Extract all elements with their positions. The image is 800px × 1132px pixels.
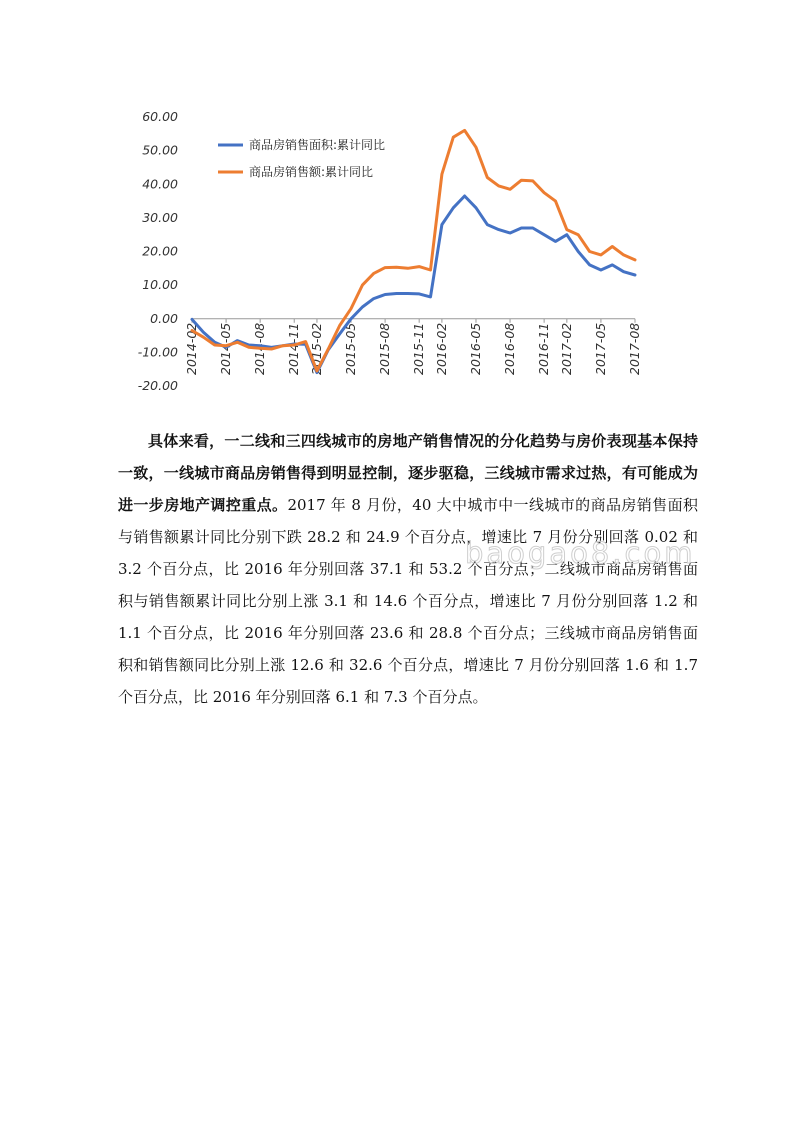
y-tick-label: 40.00 xyxy=(142,176,178,192)
x-tick-label: 2017-02 xyxy=(558,322,574,375)
x-tick-label: 2016-02 xyxy=(433,322,449,375)
x-tick-label: 2014-02 xyxy=(184,322,199,375)
y-tick-label: 30.00 xyxy=(142,209,178,225)
y-tick-label: 20.00 xyxy=(142,243,178,259)
x-tick-label: 2017-08 xyxy=(627,322,642,375)
legend xyxy=(218,137,385,179)
x-tick-label: 2015-08 xyxy=(377,322,393,375)
bold-lead-text: 具体来看，一二线和三四线城市的房地产销售情况的分化趋势与房价表现基本保持一致，一线城市商品房销售得到明显控制，逐步驱稳，三线城市需求过热，有可能成为进一步房地产调控重点。 xyxy=(118,432,698,514)
y-tick-label: 10.00 xyxy=(142,277,178,293)
legend-label-sales: 商品房销售额:累计同比 xyxy=(249,165,374,179)
x-tick-label: 2016-11 xyxy=(536,322,552,375)
y-axis xyxy=(138,109,178,393)
x-tick-label: 2015-02 xyxy=(308,322,324,375)
y-tick-label: 50.00 xyxy=(142,142,178,158)
x-tick-label: 2014-11 xyxy=(286,322,302,375)
legend-label-area: 商品房销售面积:累计同比 xyxy=(249,138,386,152)
watermark: baogao8.com xyxy=(465,536,696,570)
x-tick-label: 2017-05 xyxy=(592,322,608,375)
y-tick-label: 60.00 xyxy=(142,109,178,124)
x-tick-label: 2016-05 xyxy=(467,322,483,375)
x-tick-label: 2015-05 xyxy=(343,322,359,375)
article-body xyxy=(118,425,698,713)
y-tick-label: -10.00 xyxy=(137,344,178,360)
paragraph xyxy=(118,425,698,713)
body-text: 2017 年 8 月份，40 大中城市中一线城市的商品房销售面积与销售额累计同比分别下跌 28.2 和 24.9 个百分点，增速比 7 月份分别回落 0.02 和 3.2 个百分点，比 2016 年分别回落 37.1 和 53.2 个百分点；二线城市商品房销售面积与销售额累计同比分别上涨 3.1 和 14.6 个百分点，增速比 7 月份分别回落 1.2 和 1.1 个百分点，比 2016 年分别回落 23.6 和 28.8 个百分点；三线城市商品房销售面积和销售额同比分别上涨 12.6 和 32.6 个百分点，增速比 7 月份分别回落 1.6 和 1.7 个百分点，比 2016 年分别回落 6.1 和 7.3 个百分点。 xyxy=(118,496,698,706)
line-chart xyxy=(110,100,670,410)
y-tick-label: -20.00 xyxy=(137,378,178,393)
x-tick-label: 2016-08 xyxy=(502,322,518,375)
y-tick-label: 0.00 xyxy=(150,310,178,326)
x-tick-label: 2014-05 xyxy=(218,322,234,375)
x-tick-label: 2015-11 xyxy=(411,322,427,375)
x-tick-label: 2014-08 xyxy=(252,322,268,375)
